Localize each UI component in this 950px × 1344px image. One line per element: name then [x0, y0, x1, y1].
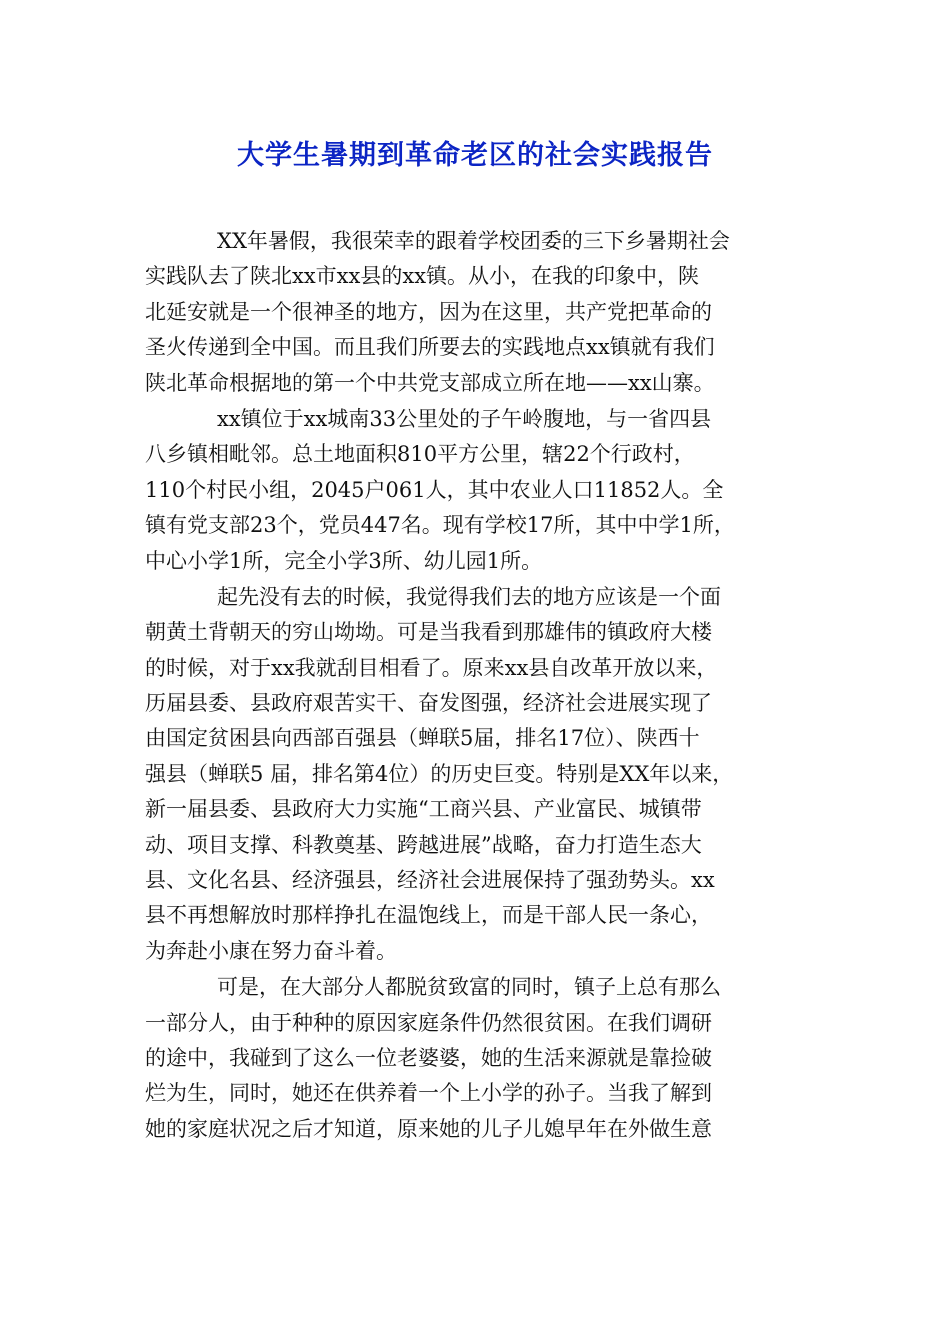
text-line: 县不再想解放时那样挣扎在温饱线上，而是干部人民一条心，	[145, 903, 712, 928]
text-line: 陕北革命根据地的第一个中共党支部成立所在地——xx山寨。	[145, 370, 715, 395]
text-line: 八乡镇相毗邻。总土地面积810平方公里，辖22个行政村，	[145, 442, 695, 467]
text-line: 朝黄土背朝天的穷山坳坳。可是当我看到那雄伟的镇政府大楼	[145, 620, 712, 645]
paragraph-4	[145, 970, 805, 1147]
text-line: 中心小学1所，完全小学3所、幼儿园1所。	[145, 548, 543, 573]
document-title: 大学生暑期到革命老区的社会实践报告	[237, 140, 713, 171]
text-line: 强县（蝉联5 届，排名第4位）的历史巨变。特别是XX年以来，	[145, 761, 734, 786]
text-line: 为奔赴小康在努力奋斗着。	[145, 938, 397, 963]
text-line: XX年暑假，我很荣幸的跟着学校团委的三下乡暑期社会	[217, 229, 730, 253]
text-line: 烂为生，同时，她还在供养着一个上小学的孙子。当我了解到	[145, 1081, 712, 1106]
text-line: 县、文化名县、经济强县，经济社会进展保持了强劲势头。xx	[145, 868, 715, 893]
document-body	[145, 224, 805, 1148]
paragraph-1	[145, 224, 805, 401]
paragraph-3	[145, 580, 805, 969]
text-line: 她的家庭状况之后才知道，原来她的儿子儿媳早年在外做生意	[145, 1116, 712, 1141]
text-line: 动、项目支撑、科教奠基、跨越进展”战略，奋力打造生态大	[145, 832, 702, 857]
text-line: 圣火传递到全中国。而且我们所要去的实践地点xx镇就有我们	[145, 335, 715, 360]
text-line: 可是，在大部分人都脱贫致富的同时，镇子上总有那么	[217, 975, 721, 1000]
text-line: 历届县委、县政府艰苦实干、奋发图强，经济社会进展实现了	[145, 691, 712, 716]
text-line: 起先没有去的时候，我觉得我们去的地方应该是一个面	[217, 584, 721, 609]
text-line: 由国定贫困县向西部百强县（蝉联5届，排名17位）、陕西十	[145, 726, 700, 751]
paragraph-2	[145, 402, 805, 579]
text-line: 北延安就是一个很神圣的地方，因为在这里，共产党把革命的	[145, 299, 712, 324]
text-line: 实践队去了陕北xx市xx县的xx镇。从小，在我的印象中，陕	[145, 264, 700, 289]
text-line: 镇有党支部23个，党员447名。现有学校17所，其中中学1所，	[145, 513, 735, 538]
text-line: 一部分人，由于种种的原因家庭条件仍然很贫困。在我们调研	[145, 1010, 712, 1035]
text-line: 新一届县委、县政府大力实施“工商兴县、产业富民、城镇带	[145, 797, 702, 822]
text-line: xx镇位于xx城南33公里处的子午岭腹地，与一省四县	[217, 406, 712, 431]
text-line: 110个村民小组，2045户061人，其中农业人口11852人。全	[145, 477, 724, 502]
text-line: 的时候，对于xx我就刮目相看了。原来xx县自改革开放以来，	[145, 655, 718, 680]
text-line: 的途中，我碰到了这么一位老婆婆，她的生活来源就是靠捡破	[145, 1045, 712, 1070]
